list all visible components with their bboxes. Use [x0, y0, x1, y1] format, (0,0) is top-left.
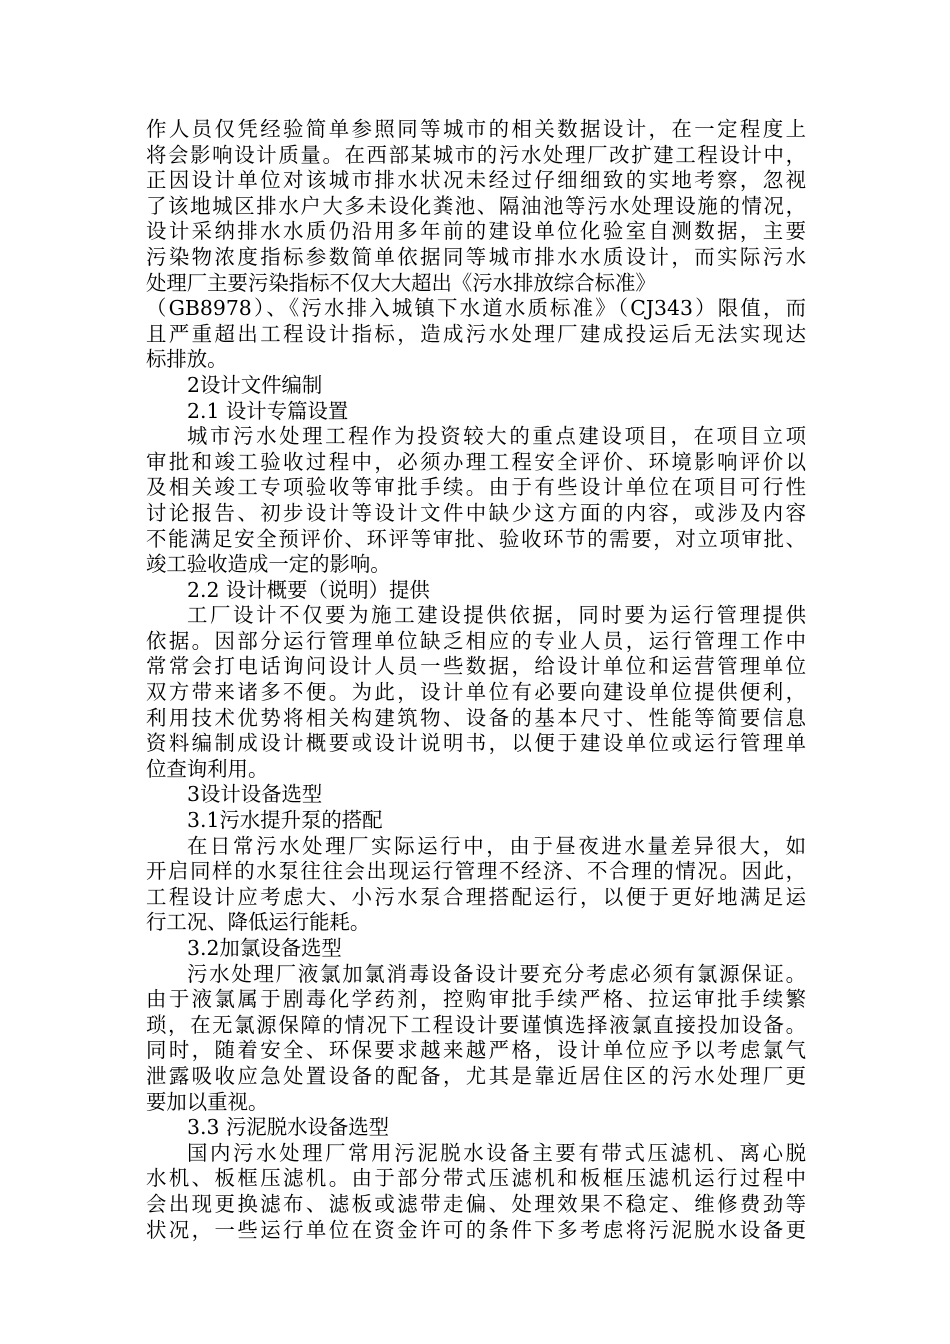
text-line: 工程设计应考虑大、小污水泵合理搭配运行，以便于更好地满足运: [146, 884, 806, 909]
text-line: （GB8978）、《污水排入城镇下水道水质标准》（CJ343）限值，而: [146, 296, 806, 321]
text-line: 开启同样的水泵往往会出现运行管理不经济、不合理的情况。因此，: [146, 859, 806, 884]
text-line: 讨论报告、初步设计等设计文件中缺少这方面的内容，或涉及内容: [146, 500, 806, 525]
text-line: 行工况、降低运行能耗。: [146, 910, 371, 935]
text-line: 设计采纳排水水质仍沿用多年前的建设单位化验室自测数据，主要: [146, 219, 806, 244]
text-line: 竣工验收造成一定的影响。: [146, 552, 391, 577]
text-line: 水机、板框压滤机。由于部分带式压滤机和板框压滤机运行过程中: [146, 1166, 806, 1191]
paragraph-first-line: 2.2 设计概要（说明）提供: [187, 577, 430, 602]
paragraph-first-line: 3设计设备选型: [187, 782, 323, 807]
text-line: 琐，在无氯源保障的情况下工程设计要谨慎选择液氯直接投加设备。: [146, 1012, 806, 1037]
text-line: 作人员仅凭经验简单参照同等城市的相关数据设计，在一定程度上: [146, 117, 806, 141]
text-line: 位查询利用。: [146, 756, 269, 781]
paragraph-first-line: 2设计文件编制: [187, 372, 323, 397]
text-line: 不能满足安全预评价、环评等审批、验收环节的需要，对立项审批、: [146, 526, 806, 551]
text-line: 利用技术优势将相关构建筑物、设备的基本尺寸、性能等简要信息: [146, 705, 806, 730]
paragraph-first-line: 3.3 污泥脱水设备选型: [187, 1115, 390, 1140]
paragraph-first-line: 2.1 设计专篇设置: [187, 398, 349, 423]
paragraph-first-line: 国内污水处理厂常用污泥脱水设备主要有带式压滤机、离心脱: [187, 1140, 806, 1165]
text-line: 双方带来诸多不便。为此，设计单位有必要向建设单位提供便利，: [146, 680, 806, 705]
text-line: 依据。因部分运行管理单位缺乏相应的专业人员，运行管理工作中: [146, 628, 806, 653]
document-body: [146, 117, 806, 1243]
text-line: 且严重超出工程设计指标，造成污水处理厂建成投运后无法实现达: [146, 321, 806, 346]
text-line: 审批和竣工验收过程中，必须办理工程安全评价、环境影响评价以: [146, 449, 806, 474]
paragraph-first-line: 3.2加氯设备选型: [187, 936, 342, 960]
text-line: 标排放。: [146, 347, 228, 372]
text-line: 由于液氯属于剧毒化学药剂，控购审批手续严格、拉运审批手续繁: [146, 987, 806, 1012]
paragraph-first-line: 工厂设计不仅要为施工建设提供依据，同时要为运行管理提供: [187, 603, 806, 628]
paragraph-first-line: 城市污水处理工程作为投资较大的重点建设项目，在项目立项: [187, 424, 806, 449]
text-line: 会出现更换滤布、滤板或滤带走偏、处理效果不稳定、维修费劲等: [146, 1191, 806, 1216]
paragraph-first-line: 在日常污水处理厂实际运行中，由于昼夜进水量差异很大，如: [187, 833, 806, 858]
text-line: 正因设计单位对该城市排水状况未经过仔细细致的实地考察，忽视: [146, 168, 806, 193]
text-line: 了该地城区排水户大多未设化粪池、隔油池等污水处理设施的情况，: [146, 193, 806, 218]
paragraph-first-line: 污水处理厂液氯加氯消毒设备设计要充分考虑必须有氯源保证。: [187, 961, 806, 986]
text-line: 状况，一些运行单位在资金许可的条件下多考虑将污泥脱水设备更: [146, 1217, 806, 1242]
text-line: 常常会打电话询问设计人员一些数据，给设计单位和运营管理单位: [146, 654, 806, 679]
paragraph-first-line: 3.1污水提升泵的搭配: [187, 808, 383, 833]
text-line: 同时，随着安全、环保要求越来越严格，设计单位应予以考虑氯气: [146, 1038, 806, 1063]
text-line: 要加以重视。: [146, 1089, 269, 1114]
text-line: 泄露吸收应急处置设备的配备，尤其是靠近居住区的污水处理厂更: [146, 1063, 806, 1088]
text-line: 将会影响设计质量。在西部某城市的污水处理厂改扩建工程设计中，: [146, 142, 806, 167]
text-line: 处理厂主要污染指标不仅大大超出《污水排放综合标准》: [146, 270, 656, 295]
text-line: 及相关竣工专项验收等审批手续。由于有些设计单位在项目可行性: [146, 475, 806, 500]
text-line: 资料编制成设计概要或设计说明书，以便于建设单位或运行管理单: [146, 731, 806, 756]
text-line: 污染物浓度指标参数简单依据同等城市排水水质设计，而实际污水: [146, 244, 806, 269]
